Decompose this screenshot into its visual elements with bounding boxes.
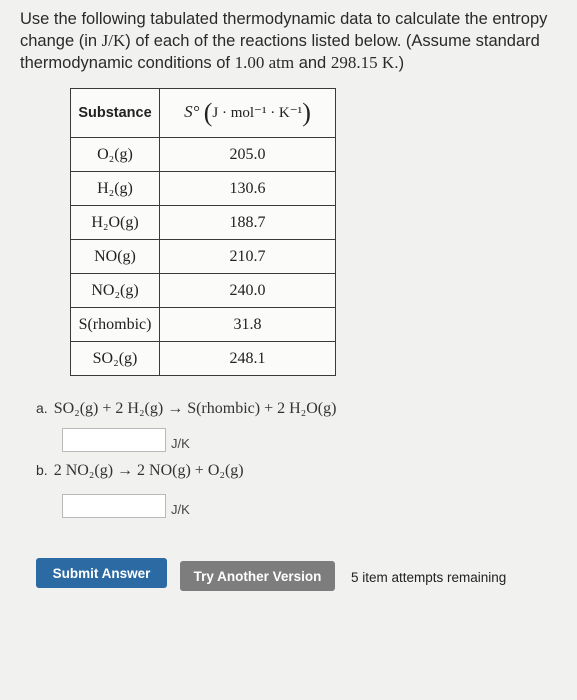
attempts-remaining-text: 5 item attempts remaining (351, 570, 507, 585)
table-row (71, 308, 336, 342)
substance-cell: SO₂(g) (71, 342, 160, 376)
entropy-cell: 248.1 (160, 342, 336, 376)
thermodynamic-data-table (70, 88, 336, 376)
entropy-cell: 205.0 (160, 138, 336, 172)
temperature-text: 298.15 K (330, 53, 395, 72)
reaction-b-unit: J/K (171, 502, 190, 517)
table-row (71, 274, 336, 308)
header-substance: Substance (71, 89, 160, 138)
reaction-a-answer-input[interactable] (62, 428, 166, 452)
pressure-text: 1.00 atm (234, 53, 295, 72)
substance-cell: NO(g) (71, 240, 160, 274)
entropy-cell: 240.0 (160, 274, 336, 308)
table-row (71, 240, 336, 274)
substance-cell: O₂(g) (71, 138, 160, 172)
entropy-cell: 31.8 (160, 308, 336, 342)
substance-cell: S(rhombic) (71, 308, 160, 342)
reaction-a (36, 400, 336, 418)
unit-text: J/K (101, 31, 126, 50)
question-prompt: Use the following tabulated thermodynamic data to calculate the entropy change (in J/K) of each of the reactions listed below. (Assume standard thermodynamic conditions of 1.00 atm and 298.15 K.) (20, 10, 548, 72)
table-row (71, 342, 336, 376)
header-entropy: S° (J · mol⁻¹ · K⁻¹) (160, 89, 336, 138)
table-header-row (71, 89, 336, 138)
try-another-version-button[interactable]: Try Another Version (180, 561, 335, 591)
entropy-cell: 188.7 (160, 206, 336, 240)
table-row (71, 172, 336, 206)
reaction-b-equation: 2 NO₂(g) → 2 NO(g) + O₂(g) (53, 462, 244, 479)
substance-cell: H₂(g) (71, 172, 160, 206)
substance-cell: H₂O(g) (71, 206, 160, 240)
substance-cell: NO₂(g) (71, 274, 160, 308)
table-row (71, 206, 336, 240)
reaction-a-label: a. (36, 400, 48, 416)
entropy-cell: 130.6 (160, 172, 336, 206)
reaction-a-equation: SO₂(g) + 2 H₂(g) → S(rhombic) + 2 H₂O(g) (53, 400, 337, 417)
submit-answer-button[interactable]: Submit Answer (36, 558, 167, 588)
table-row (71, 138, 336, 172)
reaction-b-answer-input[interactable] (62, 494, 166, 518)
reaction-b (36, 462, 244, 480)
reaction-b-label: b. (36, 462, 48, 478)
entropy-cell: 210.7 (160, 240, 336, 274)
reaction-a-unit: J/K (171, 436, 190, 451)
